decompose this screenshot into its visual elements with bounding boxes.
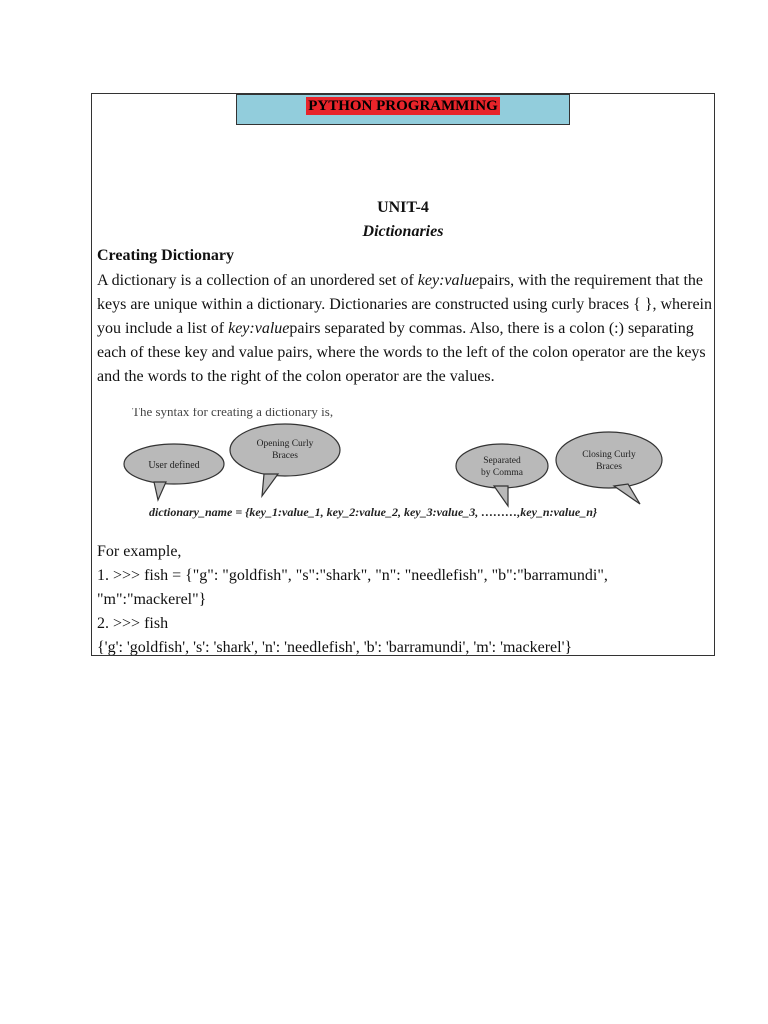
example-line-2: 2. >>> fish — [97, 615, 169, 632]
bubble-user-defined — [124, 444, 224, 500]
bubble-separated-by-comma — [456, 444, 548, 506]
key-value-term: key:value — [417, 272, 480, 289]
banner-title: PYTHON PROGRAMMING — [308, 98, 498, 114]
bubble-separated-label-1: Separated — [483, 456, 521, 466]
example-line-1: 1. >>> fish = {"g": "goldfish", "s":"shark", "n": "needlefish", "b":"barramundi", — [97, 567, 608, 584]
bubble-closing-label-2: Braces — [596, 462, 622, 472]
unit-topic: Dictionaries — [362, 223, 444, 240]
intro-text-part2: pairs, with the requirement that the keys are unique within a dictionary. Dictionaries are constructed using curly braces { }, wherein you include a list of — [97, 272, 712, 337]
key-value-term-2: key:value — [228, 320, 290, 337]
bubble-user-defined-label: User defined — [148, 460, 200, 471]
bubble-closing-label-1: Closing Curly — [582, 450, 636, 460]
bubble-opening-label-1: Opening Curly — [256, 439, 314, 449]
bubble-opening-label-2: Braces — [272, 451, 298, 461]
bubble-separated-label-2: by Comma — [481, 468, 523, 478]
bubble-closing-braces — [556, 432, 662, 504]
title-banner — [236, 94, 570, 125]
syntax-diagram — [92, 408, 714, 528]
example-line-1-cont: "m":"mackerel"} — [97, 591, 207, 608]
diagram-caption: The syntax for creating a dictionary is, — [132, 408, 334, 419]
intro-text-part3: pairs separated by commas. Also, there is a colon (:) separating each of these key and value pairs, where the words to the left of the colon operator are the keys and the words to the right of the colon operator are the values. — [97, 320, 706, 385]
unit-heading: UNIT-4 — [377, 199, 429, 216]
syntax-line: dictionary_name = {key_1:value_1, key_2:value_2, key_3:value_3, ………,key_n:value_n} — [149, 505, 598, 519]
intro-paragraph — [97, 269, 712, 389]
example-intro: For example, — [97, 543, 182, 560]
bubble-opening-braces — [230, 424, 340, 496]
section-heading: Creating Dictionary — [97, 247, 235, 264]
example-output: {'g': 'goldfish', 's': 'shark', 'n': 'needlefish', 'b': 'barramundi', 'm': 'mackerel'} — [97, 639, 573, 656]
example-block — [97, 540, 712, 656]
intro-text-part1: A dictionary is a collection of an unordered set of — [97, 272, 418, 289]
page-frame — [91, 93, 715, 656]
